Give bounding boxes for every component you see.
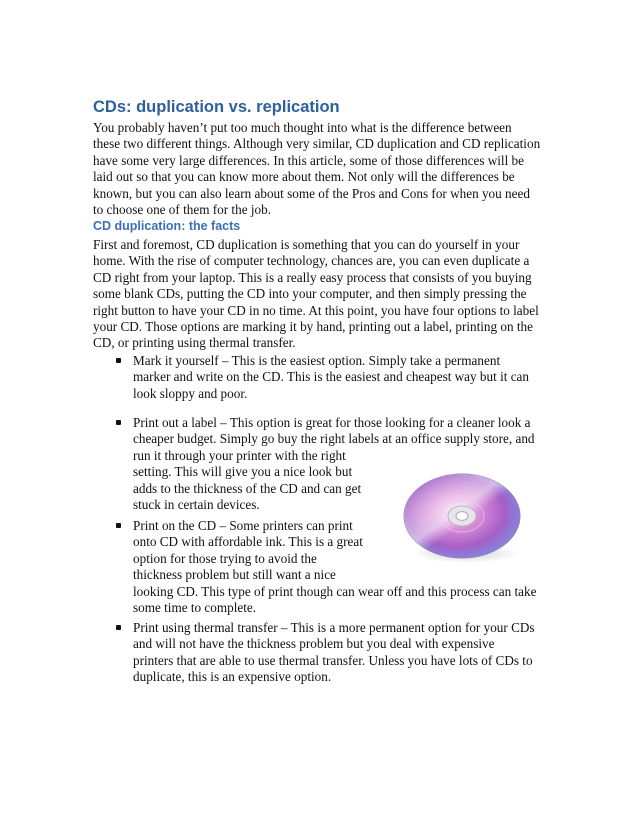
paragraph-line: CD, or printing using thermal transfer. — [93, 335, 296, 351]
paragraph-line: laid out so that you can know more about them. Not only will the differences be — [93, 169, 515, 185]
bullet-icon — [116, 625, 121, 630]
paragraph-line: First and foremost, CD duplication is something that you can do yourself in your — [93, 237, 520, 252]
bullet-line: Print on the CD – Some printers can print — [133, 518, 353, 533]
paragraph-line: some blank CDs, putting the CD into your computer, and then simply pressing the — [93, 286, 527, 302]
bullet-line: option for those trying to avoid the — [133, 550, 317, 566]
bullet-text — [133, 620, 535, 686]
bullet-text — [133, 353, 529, 402]
bullet-line: look sloppy and poor. — [133, 385, 248, 401]
paragraph-line: these two different things. Although very similar, CD duplication and CD replication — [93, 136, 541, 152]
paragraph-line: right button to have your CD in no time. At this point, you have four options to label — [93, 302, 539, 318]
bullet-line: Print out a label – This option is great for those looking for a cleaner look a — [133, 415, 531, 430]
bullet-line: cheaper budget. Simply go buy the right labels at an office supply store, and — [133, 431, 535, 447]
paragraph-line: known, but you can also learn about some of the Pros and Cons for when you need — [93, 185, 530, 201]
bullet-icon — [116, 358, 121, 363]
paragraph-line: CD right from your laptop. This is a really easy process that consists of you buying — [93, 269, 532, 285]
bullet-line: setting. This will give you a nice look but — [133, 464, 353, 480]
bullet-line: duplicate, this is an expensive option. — [133, 669, 332, 685]
bullet-line: some time to complete. — [133, 599, 257, 615]
paragraph-line: your CD. Those options are marking it by hand, printing out a label, printing on the — [93, 318, 534, 334]
paragraph-line: You probably haven’t put too much thought into what is the difference between — [93, 120, 512, 135]
paragraph-line: have some very large differences. In this article, some of those differences will be — [93, 152, 525, 168]
bullet-line: run it through your printer with the right — [133, 447, 346, 463]
paragraph-line: to choose one of them for the job. — [93, 201, 271, 217]
section-heading: CD duplication: the facts — [93, 219, 241, 233]
cd-disc-icon — [400, 470, 524, 566]
bullet-line: thickness problem but still want a nice — [133, 567, 336, 583]
bullet-icon — [116, 523, 121, 528]
bullet-line: printers that are able to use thermal transfer. Unless you have lots of CDs to — [133, 652, 533, 668]
bullet-icon — [116, 420, 121, 425]
bullet-line: and will not have the thickness problem but you deal with expensive — [133, 636, 495, 652]
bullet-line: Mark it yourself – This is the easiest option. Simply take a permanent — [133, 353, 501, 368]
bullet-line: stuck in certain devices. — [133, 496, 260, 512]
facts-paragraph — [93, 237, 553, 352]
bullet-line: marker and write on the CD. This is the easiest and cheapest way but it can — [133, 369, 529, 385]
bullet-line: onto CD with affordable ink. This is a great — [133, 534, 363, 550]
paragraph-line: home. With the rise of computer technology, chances are, you can even duplicate a — [93, 253, 530, 269]
bullet-line: adds to the thickness of the CD and can get — [133, 480, 362, 496]
intro-paragraph — [93, 120, 553, 218]
document-title: CDs: duplication vs. replication — [93, 98, 340, 116]
bullet-line: looking CD. This type of print though can wear off and this process can take — [133, 583, 537, 599]
bullet-line: Print using thermal transfer – This is a more permanent option for your CDs — [133, 620, 535, 635]
